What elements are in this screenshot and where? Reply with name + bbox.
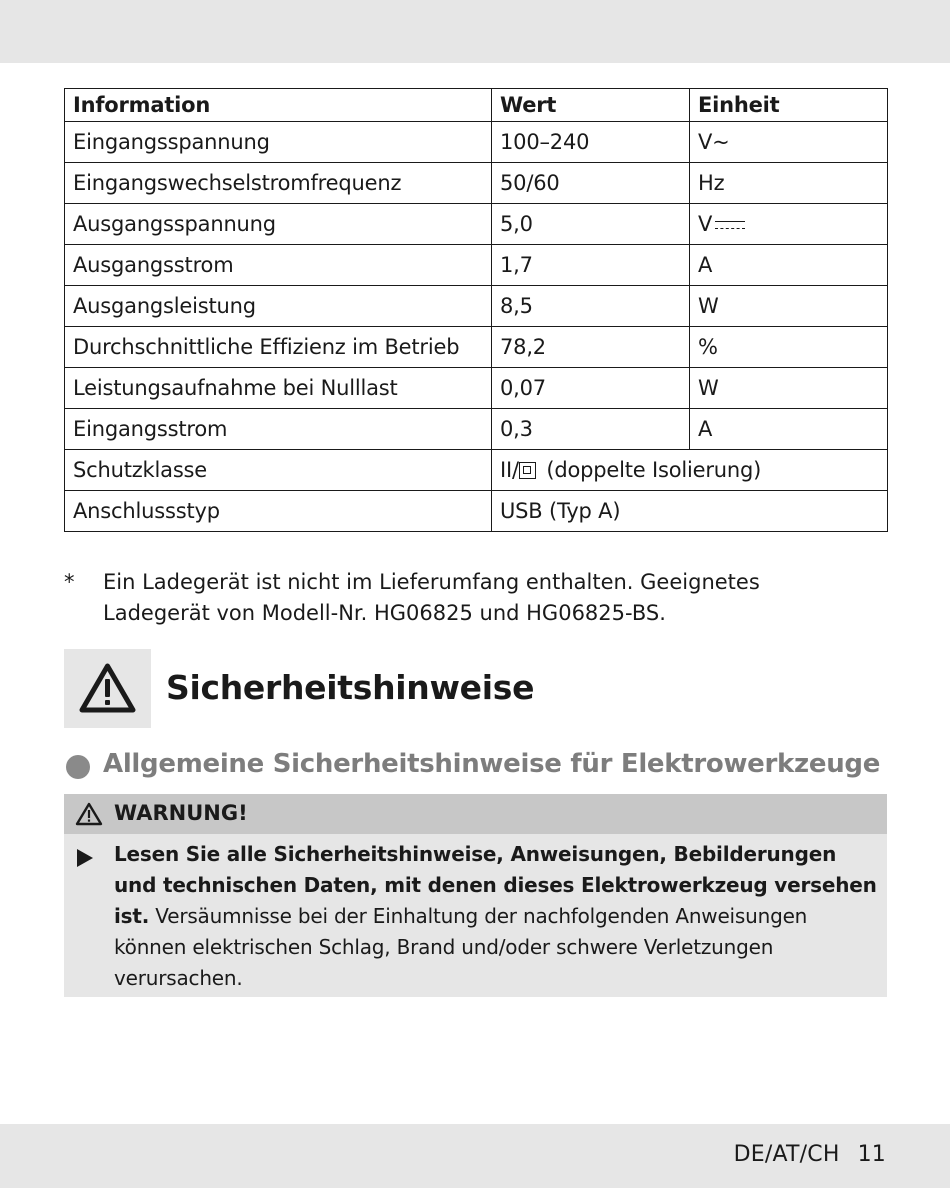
section-icon-box [64, 649, 151, 728]
table-row [65, 286, 888, 327]
page-footer [734, 1142, 886, 1167]
header-einheit: Einheit [690, 89, 888, 122]
warning-header [64, 794, 887, 834]
cell-value: 50/60 [492, 163, 690, 204]
table-row [65, 368, 888, 409]
warning-normal-text: Versäumnisse bei der Einhaltung der nachfolgenden Anweisungen können elektrischen Schlag, Brand und/oder schwere Verletzungen verursachen. [114, 904, 808, 990]
bullet-dot-icon [66, 755, 90, 779]
warning-triangle-icon [78, 662, 137, 714]
top-band [0, 0, 950, 63]
cell-info: Eingangsspannung [65, 122, 492, 163]
footnote-marker: * [64, 570, 75, 594]
cell-value: 5,0 [492, 204, 690, 245]
footer-region: DE/AT/CH [733, 1142, 840, 1167]
cell-value: 1,7 [492, 245, 690, 286]
spec-table [64, 88, 888, 532]
footnote [64, 567, 864, 629]
cell-unit: % [690, 327, 888, 368]
warning-triangle-icon [75, 802, 103, 826]
table-row [65, 163, 888, 204]
arrow-right-icon [77, 849, 93, 867]
direct-current-icon [715, 220, 745, 230]
unit-text: V [698, 212, 713, 236]
cell-unit: V~ [690, 122, 888, 163]
cell-value: 0,3 [492, 409, 690, 450]
cell-info: Anschlussstyp [65, 491, 492, 532]
footnote-text: Ein Ladegerät ist nicht im Lieferumfang enthalten. Geeignetes Ladegerät von Modell-Nr. HG06825 und HG06825-BS. [103, 570, 760, 625]
cell-info: Leistungsaufnahme bei Nulllast [65, 368, 492, 409]
header-information: Information [65, 89, 492, 122]
table-row [65, 204, 888, 245]
cell-info: Eingangswechselstromfrequenz [65, 163, 492, 204]
cell-unit: A [690, 245, 888, 286]
warning-bold-text: Lesen Sie alle Sicherheitshinweise, Anweisungen, Bebilderungen und technischen Daten, mit denen dieses Elektrowerkzeug versehen ist. [114, 842, 877, 928]
cell-info: Schutzklasse [65, 450, 492, 491]
cell-value: USB (Typ A) [492, 491, 888, 532]
page-number: 11 [857, 1142, 886, 1167]
header-wert: Wert [492, 89, 690, 122]
table-row-connection [65, 491, 888, 532]
cell-value: 100–240 [492, 122, 690, 163]
protection-prefix: II/ [500, 458, 519, 482]
table-header-row [65, 89, 888, 122]
double-insulation-icon [519, 462, 536, 479]
cell-value: 78,2 [492, 327, 690, 368]
warning-paragraph [114, 839, 884, 994]
cell-info: Ausgangsspannung [65, 204, 492, 245]
cell-info: Eingangsstrom [65, 409, 492, 450]
cell-value [492, 450, 888, 491]
table-row [65, 327, 888, 368]
cell-value: 0,07 [492, 368, 690, 409]
cell-info: Ausgangsleistung [65, 286, 492, 327]
warning-label: WARNUNG! [114, 801, 248, 825]
cell-unit: A [690, 409, 888, 450]
table-row [65, 409, 888, 450]
cell-value: 8,5 [492, 286, 690, 327]
section-title: Sicherheitshinweise [166, 668, 535, 707]
cell-unit: Hz [690, 163, 888, 204]
subsection-title: Allgemeine Sicherheitshinweise für Elektrowerkzeuge [103, 749, 881, 779]
table-row [65, 245, 888, 286]
cell-info: Durchschnittliche Effizienz im Betrieb [65, 327, 492, 368]
cell-unit: W [690, 286, 888, 327]
warning-body [64, 834, 887, 997]
cell-unit [690, 204, 888, 245]
protection-suffix: (doppelte Isolierung) [539, 458, 762, 482]
cell-info: Ausgangsstrom [65, 245, 492, 286]
table-row [65, 122, 888, 163]
table-row-protection-class [65, 450, 888, 491]
cell-unit: W [690, 368, 888, 409]
